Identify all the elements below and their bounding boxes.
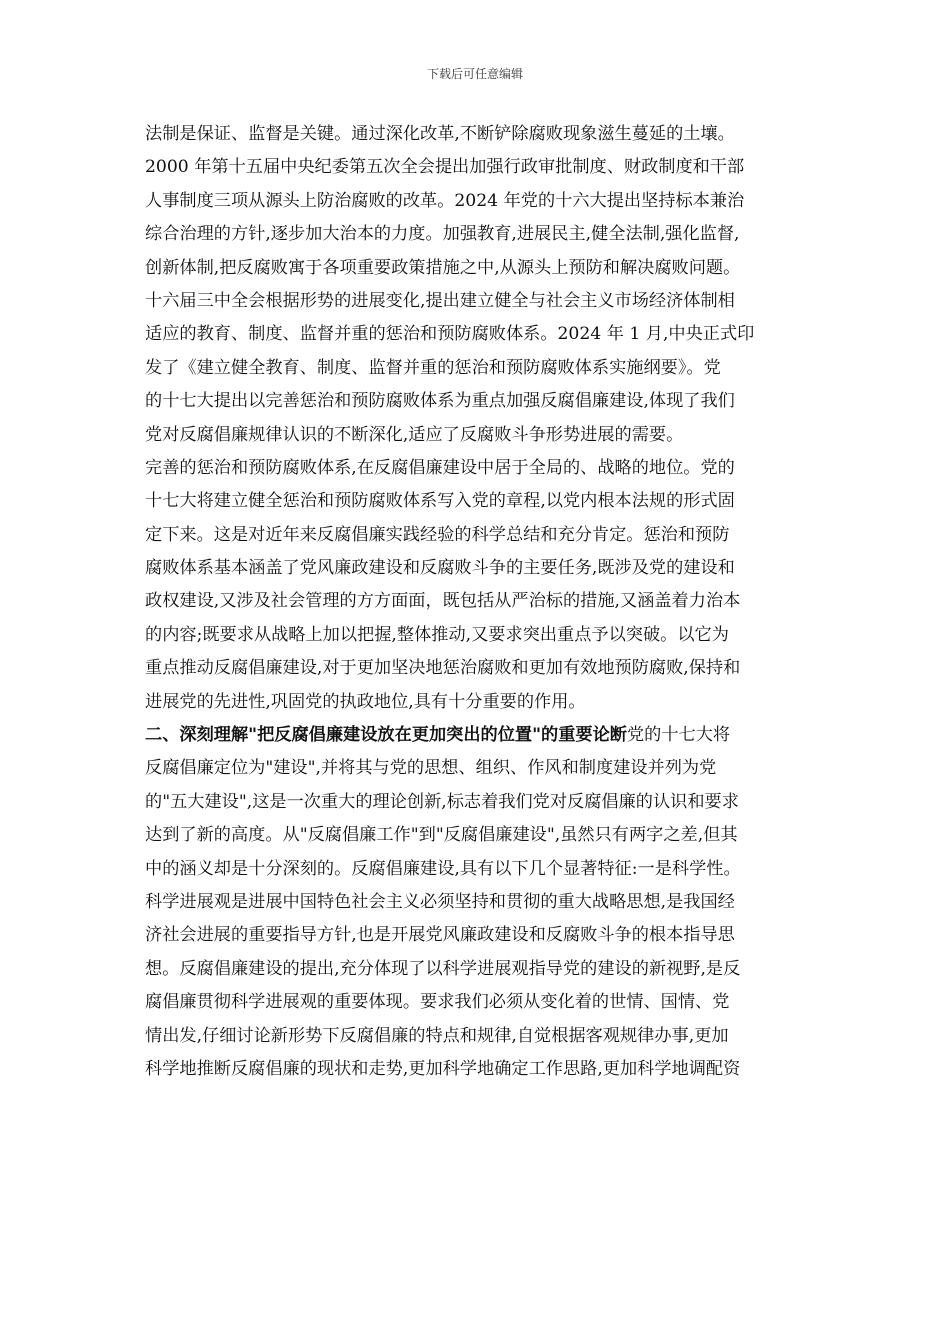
text-line: 创新体制,把反腐败寓于各项重要政策措施之中,从源头上预防和解决腐败问题。 — [145, 257, 741, 278]
text-line: 的"五大建设",这是一次重大的理论创新,标志着我们党对反腐倡廉的认识和要求 — [145, 791, 739, 812]
text-line: 发了《建立健全教育、制度、监督并重的惩治和预防腐败体系实施纲要》。党 — [145, 357, 721, 378]
text-line: 适应的教育、制度、监督并重的惩治和预防腐败体系。2024 年 1 月,中央正式印 — [145, 324, 755, 345]
text-line: 人事制度三项从源头上防治腐败的改革。2024 年党的十六大提出坚持标本兼治 — [145, 190, 745, 211]
text-line: 党对反腐倡廉规律认识的不断深化,适应了反腐败斗争形势进展的需要。 — [145, 424, 684, 445]
text-line: 腐倡廉贯彻科学进展观的重要体现。要求我们必须从变化着的世情、国情、党 — [145, 992, 730, 1013]
text-line: 十七大将建立健全惩治和预防腐败体系写入党的章程,以党内根本法规的形式固 — [145, 491, 735, 512]
text-line: 的内容;既要求从战略上加以把握,整体推动,又要求突出重点予以突破。以它为 — [145, 624, 729, 645]
text-line: 腐败体系基本涵盖了党风廉政建设和反腐败斗争的主要任务,既涉及党的建设和 — [145, 558, 735, 579]
text-line: 重点推动反腐倡廉建设,对于更加坚决地惩治腐败和更加有效地预防腐败,保持和 — [145, 658, 741, 679]
text-line: 科学地推断反腐倡廉的现状和走势,更加科学地确定工作思路,更加科学地调配资 — [145, 1058, 741, 1079]
text-line: 十六届三中全会根据形势的进展变化,提出建立健全与社会主义市场经济体制相 — [145, 290, 735, 311]
text-line: 2000 年第十五届中央纪委第五次全会提出加强行政审批制度、财政制度和干部 — [145, 157, 745, 178]
text-line: 济社会进展的重要指导方针,也是开展党风廉政建设和反腐败斗争的根本指导思 — [145, 925, 735, 946]
section-heading: 二、深刻理解"把反腐倡廉建设放在更加突出的位置"的重要论断 — [145, 725, 627, 746]
text-line: 法制是保证、监督是关键。通过深化改革,不断铲除腐败现象滋生蔓延的土壤。 — [145, 124, 735, 144]
text-line: 综合治理的方针,逐步加大治本的力度。加强教育,进展民主,健全法制,强化监督, — [145, 224, 740, 245]
text-line: 进展党的先进性,巩固党的执政地位,具有十分重要的作用。 — [145, 691, 586, 712]
text-line: 科学进展观是进展中国特色社会主义必须坚持和贯彻的重大战略思想,是我国经 — [145, 891, 735, 912]
document-body — [145, 118, 815, 1086]
text-line: 情出发,仔细讨论新形势下反腐倡廉的特点和规律,自觉根据客观规律办事,更加 — [145, 1025, 729, 1046]
text-line: 完善的惩治和预防腐败体系,在反腐倡廉建设中居于全局的、战略的地位。党的 — [145, 457, 735, 478]
text-line: 政权建设,又涉及社会管理的方方面面，既包括从严治标的措施,又涵盖着力治本 — [145, 591, 741, 612]
section-heading-line — [145, 719, 815, 752]
text-line: 想。反腐倡廉建设的提出,充分体现了以科学进展观指导党的建设的新视野,是反 — [145, 958, 741, 979]
text-line: 反腐倡廉定位为"建设",并将其与党的思想、组织、作风和制度建设并列为党 — [145, 758, 717, 779]
section-heading-continuation: 党的十七大将 — [626, 725, 731, 746]
text-line: 定下来。这是对近年来反腐倡廉实践经验的科学总结和充分肯定。惩治和预防 — [145, 524, 730, 545]
text-line: 达到了新的高度。从"反腐倡廉工作"到"反腐倡廉建设",虽然只有两字之差,但其 — [145, 825, 738, 846]
text-line: 的十七大提出以完善惩治和预防腐败体系为重点加强反腐倡廉建设,体现了我们 — [145, 391, 735, 412]
text-line: 中的涵义却是十分深刻的。反腐倡廉建设,具有以下几个显著特征:一是科学性。 — [145, 858, 741, 879]
page-header: 下载后可任意编辑 — [426, 67, 523, 81]
